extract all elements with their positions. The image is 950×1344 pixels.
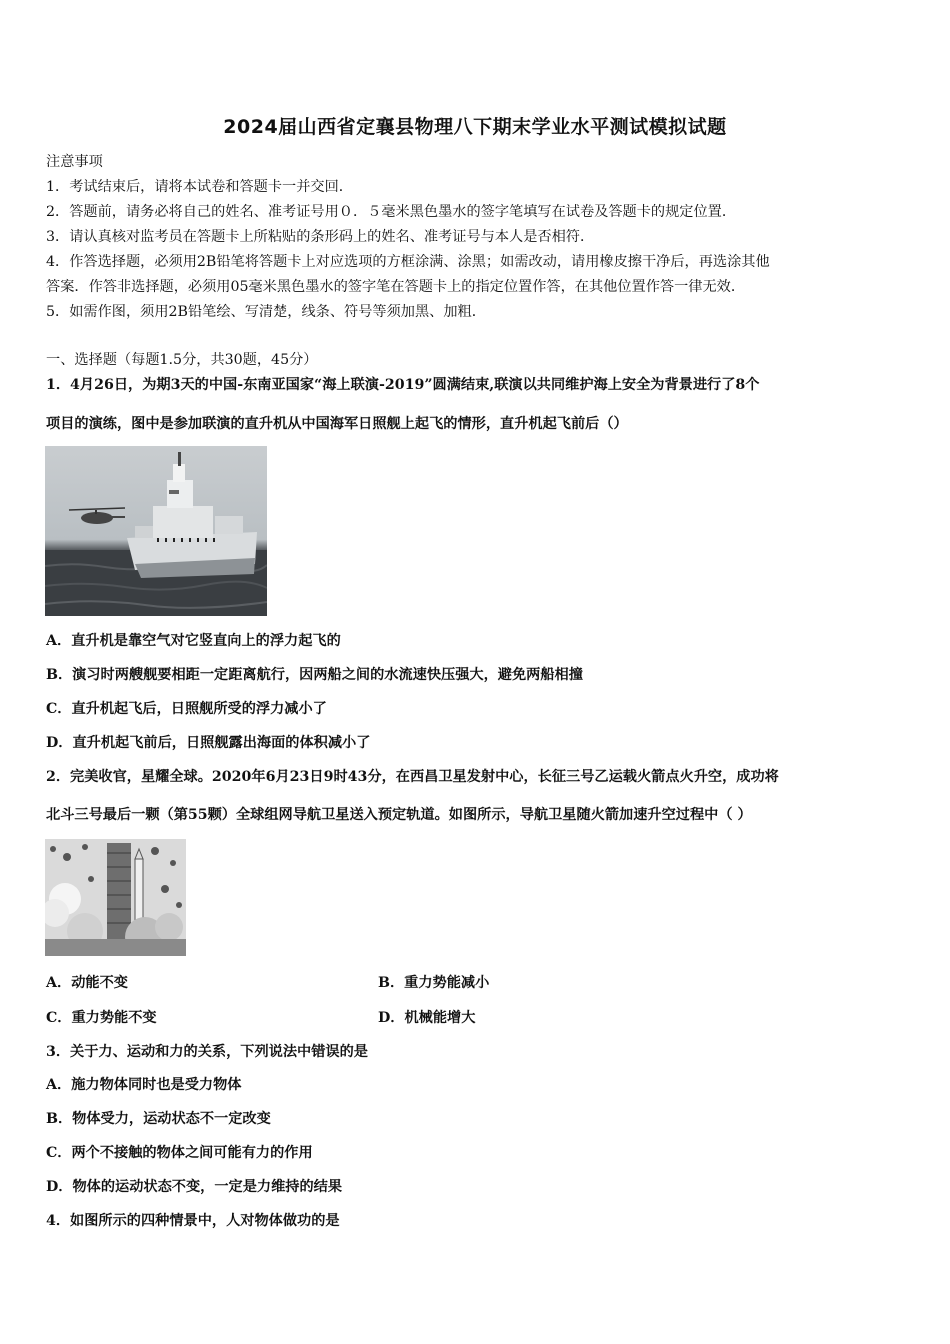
q2-option-c: C．重力势能不变 xyxy=(46,1010,157,1026)
q2-stem-line1: 2．完美收官，星耀全球。2020年6月23日9时43分，在西昌卫星发射中心，长征三号乙运载火箭点火升空，成功将 xyxy=(46,769,779,785)
q1-option-c: C．直升机起飞后，日照舰所受的浮力减小了 xyxy=(46,701,327,717)
q3-option-a: A．施力物体同时也是受力物体 xyxy=(46,1077,242,1093)
notice-heading: 注意事项 xyxy=(46,154,103,170)
rocket-launch-photo xyxy=(45,839,186,956)
q1-stem-line1: 1．4月26日，为期3天的中国-东南亚国家“海上联演-2019”圆满结束,联演以共同维护海上安全为背景进行了8个 xyxy=(46,377,760,393)
q1-option-b: B．演习时两艘舰要相距一定距离航行，因两船之间的水流速快压强大，避免两船相撞 xyxy=(46,667,583,683)
q2-option-d: D．机械能增大 xyxy=(378,1010,476,1026)
q1-option-a: A．直升机是靠空气对它竖直向上的浮力起飞的 xyxy=(46,633,341,649)
notice-item-3: 3．请认真核对监考员在答题卡上所粘贴的条形码上的姓名、准考证号与本人是否相符． xyxy=(46,229,595,245)
notice-item-4: 4．作答选择题，必须用2B铅笔将答题卡上对应选项的方框涂满、涂黑；如需改动，请用橡皮擦干净后，再选涂其他 xyxy=(46,254,770,270)
q1-option-d: D．直升机起飞前后，日照舰露出海面的体积减小了 xyxy=(46,735,371,751)
q2-stem-line2: 北斗三号最后一颗（第55颗）全球组网导航卫星送入预定轨道。如图所示，导航卫星随火箭加速升空过程中（ ） xyxy=(46,807,752,823)
q3-stem: 3．关于力、运动和力的关系，下列说法中错误的是 xyxy=(46,1044,368,1060)
warship-helicopter-photo xyxy=(45,446,267,616)
notice-item-5: 5．如需作图，须用2B铅笔绘、写清楚，线条、符号等须加黑、加粗． xyxy=(46,304,486,320)
notice-item-1: 1．考试结束后，请将本试卷和答题卡一并交回． xyxy=(46,179,353,195)
q2-option-a: A．动能不变 xyxy=(46,975,128,991)
page-title: 2024届山西省定襄县物理八下期末学业水平测试模拟试题 xyxy=(223,116,727,138)
q1-stem-line2: 项目的演练，图中是参加联演的直升机从中国海军日照舰上起飞的情形，直升机起飞前后（） xyxy=(46,416,628,432)
notice-item-2: 2．答题前，请务必将自己的姓名、准考证号用０．５毫米黑色墨水的签字笔填写在试卷及答题卡的规定位置． xyxy=(46,204,737,220)
q3-option-c: C．两个不接触的物体之间可能有力的作用 xyxy=(46,1145,313,1161)
section-heading: 一、选择题（每题1.5分，共30题，45分） xyxy=(46,352,318,368)
q3-option-b: B．物体受力，运动状态不一定改变 xyxy=(46,1111,271,1127)
q2-option-b: B．重力势能减小 xyxy=(378,975,490,991)
q3-option-d: D．物体的运动状态不变，一定是力维持的结果 xyxy=(46,1179,343,1195)
notice-item-4-cont: 答案．作答非选择题，必须用05毫米黑色墨水的签字笔在答题卡上的指定位置作答，在其他位置作答一律无效． xyxy=(46,279,746,295)
q4-stem: 4．如图所示的四种情景中，人对物体做功的是 xyxy=(46,1213,340,1229)
